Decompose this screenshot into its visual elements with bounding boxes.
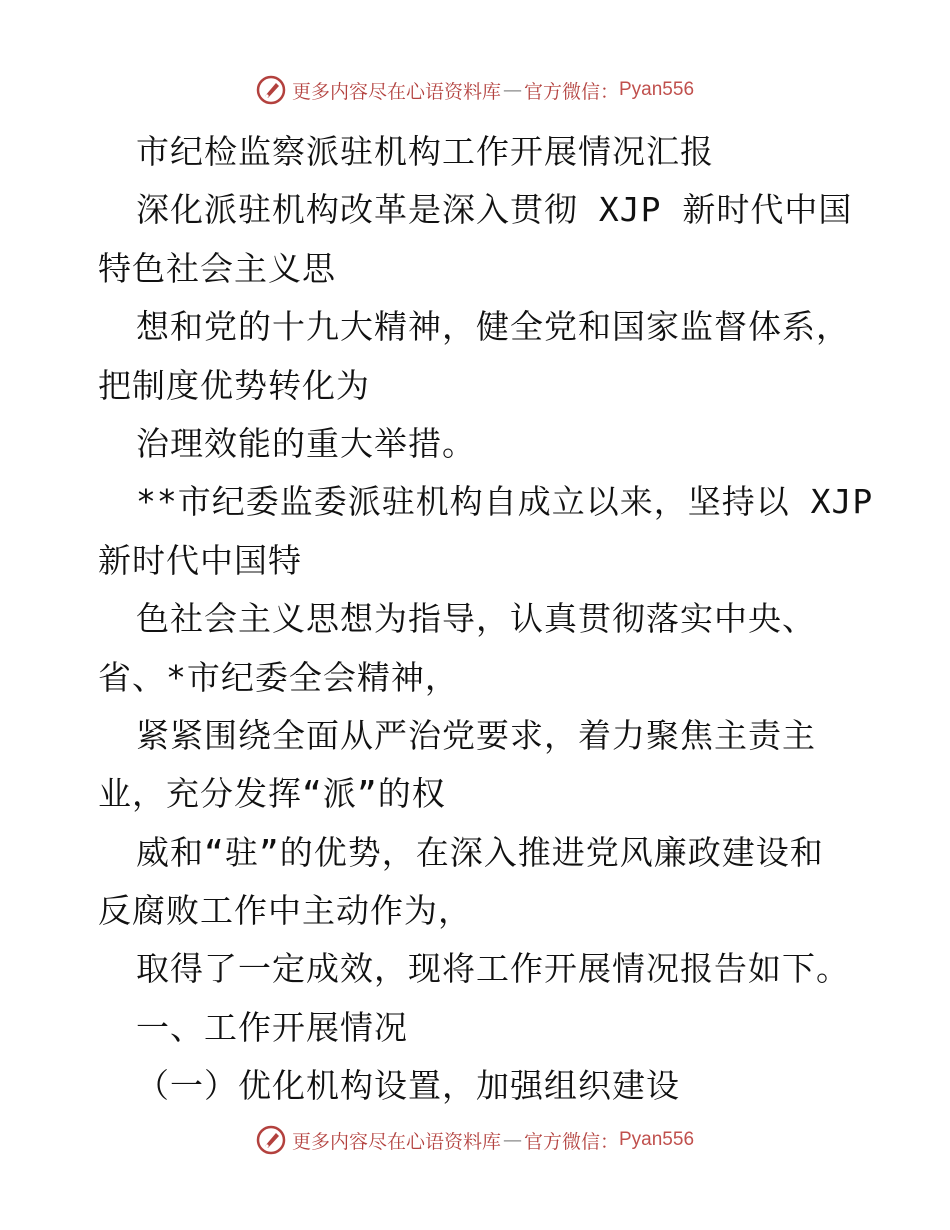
- paragraph-line: 治理效能的重大举措。: [136, 423, 476, 463]
- paragraph-line: 业，充分发挥“派”的权: [98, 774, 446, 814]
- subsection-heading: （一）优化机构设置，加强组织建设: [136, 1066, 680, 1106]
- pen-nib-logo-icon: [256, 1125, 286, 1155]
- paragraph-line: 新时代中国特: [98, 540, 302, 580]
- paragraph-line: 想和党的十九大精神，健全党和国家监督体系，: [136, 307, 850, 347]
- paragraph-line: 把制度优势转化为: [98, 365, 370, 405]
- document-body: [98, 123, 874, 1116]
- header-watermark: [0, 72, 950, 108]
- paragraph-line: 省、*市纪委全会精神，: [98, 657, 459, 697]
- watermark-wechat-label: 官方微信：: [523, 1130, 619, 1153]
- watermark-site-text: 更多内容尽在心语资料库: [291, 80, 501, 103]
- paragraph-line: **市纪委监委派驻机构自成立以来，坚持以 XJP: [136, 482, 874, 522]
- paragraph-line: 色社会主义思想为指导，认真贯彻落实中央、: [136, 599, 816, 639]
- watermark-site-text: 更多内容尽在心语资料库: [291, 1130, 501, 1153]
- paragraph-line: 深化派驻机构改革是深入贯彻 XJP 新时代中国: [136, 190, 853, 230]
- paragraph-line: 紧紧围绕全面从严治党要求，着力聚焦主责主: [136, 715, 816, 755]
- watermark-dash: —: [502, 1129, 522, 1151]
- watermark-wechat-id: Pyan556: [619, 1129, 695, 1150]
- paragraph-line: 取得了一定成效，现将工作开展情况报告如下。: [136, 949, 850, 989]
- watermark-dash: —: [502, 79, 522, 101]
- paragraph-line: 反腐败工作中主动作为，: [98, 891, 472, 931]
- paragraph-line: 特色社会主义思: [98, 248, 336, 288]
- footer-watermark: [0, 1122, 950, 1158]
- section-heading: 一、工作开展情况: [136, 1007, 408, 1047]
- document-title: 市纪检监察派驻机构工作开展情况汇报: [136, 132, 714, 171]
- watermark-wechat-label: 官方微信：: [523, 80, 619, 103]
- pen-nib-logo-icon: [256, 75, 286, 105]
- paragraph-line: 威和“驻”的优势，在深入推进党风廉政建设和: [136, 832, 824, 872]
- watermark-wechat-id: Pyan556: [619, 79, 695, 100]
